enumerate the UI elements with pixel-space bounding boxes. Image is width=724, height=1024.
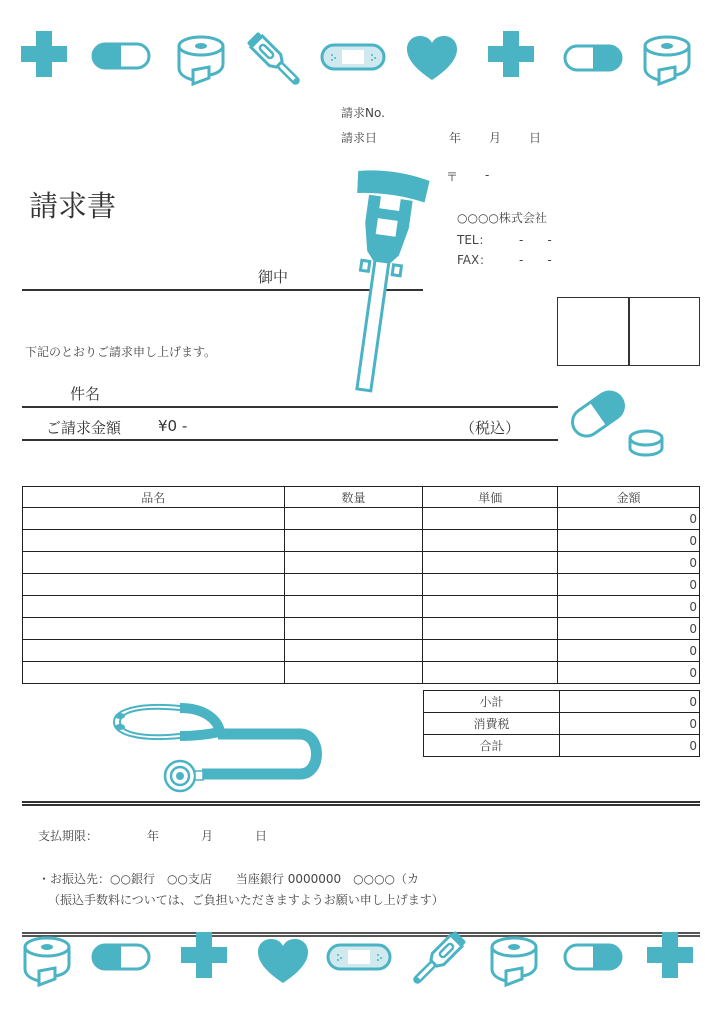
thermometer-icon — [408, 929, 468, 989]
subtotal-label: 小計 — [424, 691, 560, 713]
item-qty-cell[interactable] — [284, 530, 423, 552]
cross-icon — [488, 31, 534, 77]
tape-roll-icon — [641, 34, 693, 86]
total-label: 合計 — [424, 735, 560, 757]
cross-icon — [647, 932, 693, 978]
tax-value: 0 — [560, 713, 700, 735]
item-name-cell[interactable] — [23, 662, 285, 684]
items-table — [22, 486, 700, 684]
totals-table — [423, 690, 700, 757]
tax-label: 消費税 — [424, 713, 560, 735]
table-row — [23, 596, 700, 618]
invoice-date-year: 年 — [449, 131, 462, 145]
item-name-cell[interactable] — [23, 640, 285, 662]
item-qty-cell[interactable] — [284, 640, 423, 662]
stamp-box — [557, 297, 700, 366]
item-price-cell[interactable] — [423, 618, 558, 640]
invoice-date-label: 請求日 — [341, 131, 378, 145]
item-amount-cell: 0 — [558, 640, 700, 662]
bank-transfer-info: ・お振込先：○○銀行 ○○支店 当座銀行 0000000 ○○○○（カ — [38, 872, 420, 886]
tax-included-label: （税込） — [460, 419, 521, 437]
bottom-decoration-row — [0, 925, 724, 995]
subtotal-row — [424, 691, 700, 713]
subject-underline — [22, 406, 558, 408]
header-amount: 金額 — [558, 487, 700, 508]
item-name-cell[interactable] — [23, 552, 285, 574]
item-amount-cell: 0 — [558, 618, 700, 640]
tape-roll-icon — [21, 935, 73, 987]
issuer-fax-label: FAX： — [457, 253, 492, 267]
table-row — [23, 640, 700, 662]
issuer-company: ○○○○株式会社 — [457, 211, 547, 225]
payment-deadline-year: 年 — [147, 829, 160, 843]
invoice-date-month: 月 — [489, 131, 502, 145]
table-row — [23, 574, 700, 596]
intro-text: 下記のとおりご請求申し上げます。 — [25, 345, 217, 359]
table-row — [23, 508, 700, 530]
item-amount-cell: 0 — [558, 574, 700, 596]
item-qty-cell[interactable] — [284, 596, 423, 618]
item-name-cell[interactable] — [23, 574, 285, 596]
item-amount-cell: 0 — [558, 508, 700, 530]
item-qty-cell[interactable] — [284, 574, 423, 596]
table-row — [23, 552, 700, 574]
issuer-fax-value: - - — [519, 253, 552, 267]
payment-deadline-label: 支払期限： — [38, 829, 99, 843]
item-amount-cell: 0 — [558, 530, 700, 552]
amount-label: ご請求金額 — [46, 419, 122, 437]
subject-label: 件名 — [70, 385, 101, 403]
item-price-cell[interactable] — [423, 574, 558, 596]
section-divider — [22, 804, 700, 806]
item-price-cell[interactable] — [423, 640, 558, 662]
item-name-cell[interactable] — [23, 530, 285, 552]
issuer-tel-value: - - — [519, 233, 552, 247]
item-amount-cell: 0 — [558, 552, 700, 574]
item-qty-cell[interactable] — [284, 552, 423, 574]
item-amount-cell: 0 — [558, 662, 700, 684]
item-price-cell[interactable] — [423, 530, 558, 552]
capsule-icon — [90, 42, 152, 70]
item-name-cell[interactable] — [23, 508, 285, 530]
invoice-date-day: 日 — [529, 131, 542, 145]
item-price-cell[interactable] — [423, 552, 558, 574]
invoice-no-label: 請求No. — [341, 106, 385, 120]
total-value: 0 — [560, 735, 700, 757]
cross-icon — [181, 932, 227, 978]
cross-icon — [21, 31, 67, 77]
table-row — [23, 530, 700, 552]
capsule-icon — [90, 943, 152, 971]
issuer-tel-label: TEL： — [457, 233, 491, 247]
table-row — [23, 662, 700, 684]
item-price-cell[interactable] — [423, 662, 558, 684]
section-divider — [22, 801, 700, 803]
table-header-row — [23, 487, 700, 508]
item-price-cell[interactable] — [423, 596, 558, 618]
tape-roll-icon — [175, 34, 227, 86]
recipient-suffix: 御中 — [258, 268, 289, 286]
item-qty-cell[interactable] — [284, 618, 423, 640]
table-row — [23, 618, 700, 640]
payment-deadline-day: 日 — [255, 829, 268, 843]
bandage-icon — [326, 943, 392, 971]
subtotal-value: 0 — [560, 691, 700, 713]
top-decoration-row — [0, 0, 724, 95]
thermometer-icon — [245, 30, 305, 90]
stamp-box-divider — [628, 298, 630, 365]
capsule-icon — [562, 943, 624, 971]
item-qty-cell[interactable] — [284, 662, 423, 684]
header-quantity: 数量 — [284, 487, 423, 508]
header-item-name: 品名 — [23, 487, 285, 508]
tape-roll-icon — [488, 935, 540, 987]
payment-deadline-month: 月 — [201, 829, 214, 843]
bandage-icon — [320, 43, 386, 71]
crutch-icon — [330, 165, 430, 400]
postal-separator: - — [485, 168, 490, 182]
item-amount-cell: 0 — [558, 596, 700, 618]
transfer-fee-note: （振込手数料については、ご負担いただきますようお願い申し上げます） — [48, 893, 444, 907]
pills-icon — [570, 388, 670, 463]
heart-icon — [258, 939, 308, 983]
capsule-icon — [562, 44, 624, 72]
item-name-cell[interactable] — [23, 618, 285, 640]
item-name-cell[interactable] — [23, 596, 285, 618]
amount-value[interactable]: ¥0 - — [158, 417, 188, 435]
item-price-cell[interactable] — [423, 508, 558, 530]
total-row — [424, 735, 700, 757]
postal-mark: 〒 — [446, 170, 459, 184]
header-unit-price: 単価 — [423, 487, 558, 508]
tax-row — [424, 713, 700, 735]
item-qty-cell[interactable] — [284, 508, 423, 530]
stethoscope-icon — [110, 700, 335, 800]
amount-underline — [22, 439, 558, 441]
heart-icon — [407, 36, 457, 80]
page-title: 請求書 — [29, 189, 117, 223]
